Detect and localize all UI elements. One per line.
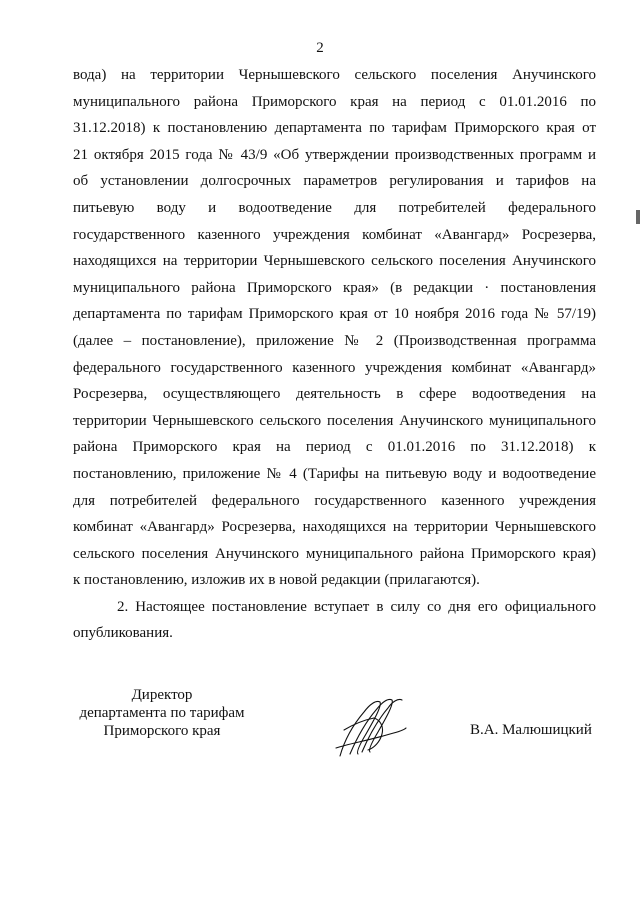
signatory-name: В.А. Малюшицкий [470,722,592,738]
paragraph-2-line: опубликования. [73,625,173,642]
signatory-title-line: департамента по тарифам [79,705,245,721]
signatory-title-line: Директор [131,687,193,703]
body-line: к постановлению, изложив их в новой редакции (прилагаются). [73,572,480,589]
body-line: государственного казенного учреждения комбинат «Авангард» Росрезерва, [73,226,596,243]
document-body [73,62,596,647]
body-line: 31.12.2018) к постановлению департамента по тарифам Приморского края от [73,120,596,137]
body-line: федерального государственного казенного учреждения комбинат «Авангард» [73,359,596,376]
body-line: постановлению, приложение № 4 (Тарифы на питьевую воду и водоотведение [73,465,596,482]
body-line: (далее – постановление), приложение № 2 (Производственная программа [73,332,596,349]
signatory-title-line: Приморского края [103,723,221,739]
handwritten-signature [330,690,410,762]
body-line: для потребителей федерального государственного казенного учреждения [73,492,596,509]
paragraph-2-line: 2. Настоящее постановление вступает в силу со дня его официального [117,598,596,615]
body-line: территории Чернышевского сельского поселения Анучинского муниципального [73,412,596,429]
body-line: 21 октября 2015 года № 43/9 «Об утверждении производственных программ и [73,146,596,163]
signature-block [0,686,640,766]
body-line: вода) на территории Чернышевского сельского поселения Анучинского [73,67,596,83]
body-line: района Приморского края на период с 01.01.2016 по 31.12.2018) к [73,439,596,456]
page-number: 2 [316,40,324,56]
body-line: об установлении долгосрочных параметров регулирования и тарифов на [73,173,596,190]
body-line: Росрезерва, осуществляющего деятельность в сфере водоотведения на [73,386,596,403]
body-line: муниципального района Приморского края» (в редакции · постановления [73,279,596,296]
body-line: находящихся на территории Чернышевского сельского поселения Анучинского [73,253,596,270]
body-line: питьевую воду и водоотведение для потребителей федерального [73,199,596,216]
body-line: департамента по тарифам Приморского края от 10 ноября 2016 года № 57/19) [73,306,596,323]
body-line: муниципального района Приморского края на период с 01.01.2016 по [73,93,596,110]
body-line: сельского поселения Анучинского муниципального района Приморского края) [73,545,596,562]
signatory-title [62,686,262,740]
scan-edge-mark [636,210,640,224]
body-line: комбинат «Авангард» Росрезерва, находящихся на территории Чернышевского [73,519,596,536]
